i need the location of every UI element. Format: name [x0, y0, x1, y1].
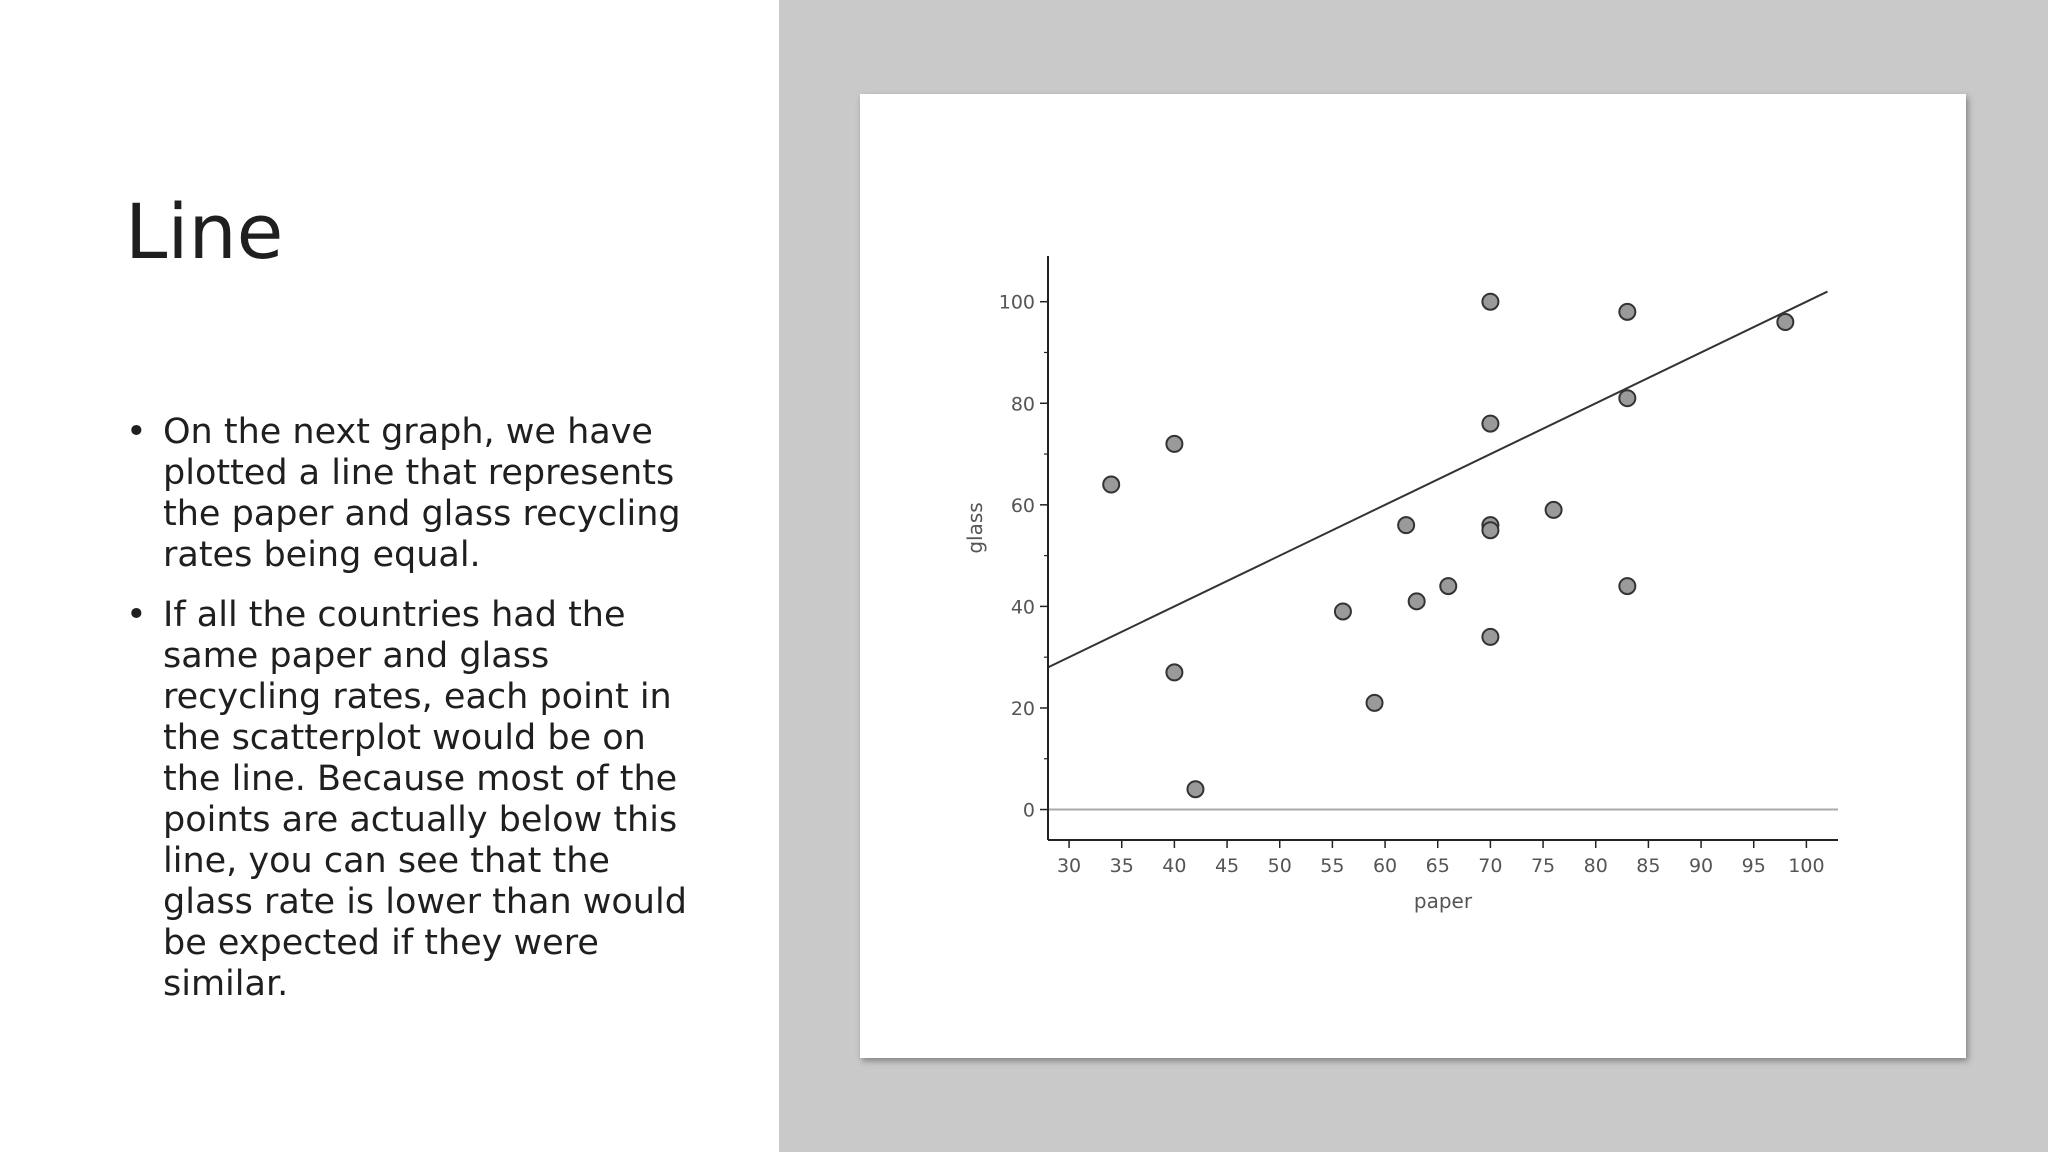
- bullet-item: [122, 412, 692, 576]
- data-point: [1482, 294, 1498, 310]
- x-axis-label: paper: [1413, 889, 1473, 913]
- data-point: [1482, 416, 1498, 432]
- x-tick-label: 65: [1425, 855, 1450, 877]
- y-tick-label: 80: [1010, 393, 1035, 416]
- text-panel: [0, 0, 779, 1152]
- data-point: [1482, 522, 1498, 538]
- x-tick-label: 70: [1478, 855, 1503, 877]
- x-tick-label: 50: [1267, 855, 1292, 877]
- x-tick-label: 100: [1788, 855, 1825, 877]
- x-tick-label: 60: [1372, 855, 1398, 877]
- data-point: [1546, 502, 1562, 518]
- data-point: [1166, 436, 1182, 452]
- data-point: [1103, 477, 1119, 493]
- bullet-dot-icon: •: [126, 595, 147, 635]
- y-tick-label: 40: [1010, 596, 1035, 619]
- data-point: [1440, 578, 1456, 594]
- y-tick-label: 20: [1010, 697, 1035, 720]
- x-tick-label: 85: [1636, 855, 1661, 877]
- scatterplot-chart: [860, 94, 1966, 1058]
- bullet-text: If all the countries had the same paper and glass recycling rates, each point in the scatterplot would be on the line. Because most of the points are actually below this line, you can see that the glass rate is lower than would be expected if they were similar.: [163, 595, 687, 1004]
- bullet-text: On the next graph, we have plotted a line that represents the paper and glass recycling rates being equal.: [163, 412, 681, 575]
- data-point: [1187, 781, 1203, 797]
- x-tick-label: 95: [1741, 855, 1766, 877]
- bullet-item: [122, 595, 692, 1005]
- x-tick-label: 75: [1530, 855, 1556, 877]
- equal-rates-line: [1048, 292, 1827, 668]
- data-point: [1398, 517, 1414, 533]
- slide-title: Line: [125, 187, 284, 276]
- chart-card: [860, 94, 1966, 1058]
- data-point: [1335, 603, 1351, 619]
- x-tick-label: 55: [1320, 855, 1345, 877]
- data-point: [1166, 664, 1182, 680]
- x-tick-label: 30: [1056, 855, 1082, 877]
- data-point: [1409, 593, 1425, 609]
- x-tick-label: 90: [1688, 855, 1714, 877]
- x-tick-label: 45: [1214, 855, 1240, 877]
- data-point: [1619, 390, 1635, 406]
- data-point: [1619, 578, 1635, 594]
- y-tick-label: 100: [998, 291, 1035, 314]
- data-point: [1367, 695, 1383, 711]
- x-tick-label: 35: [1109, 855, 1134, 877]
- data-point: [1777, 314, 1793, 330]
- x-tick-label: 40: [1162, 855, 1187, 877]
- data-point: [1619, 304, 1635, 320]
- y-tick-label: 60: [1010, 494, 1035, 517]
- x-tick-label: 80: [1583, 855, 1608, 877]
- data-point: [1482, 629, 1498, 645]
- bullet-dot-icon: •: [126, 412, 147, 452]
- y-axis-label: glass: [963, 502, 987, 554]
- y-tick-label: 0: [1022, 799, 1035, 822]
- bullet-list: [122, 412, 692, 1024]
